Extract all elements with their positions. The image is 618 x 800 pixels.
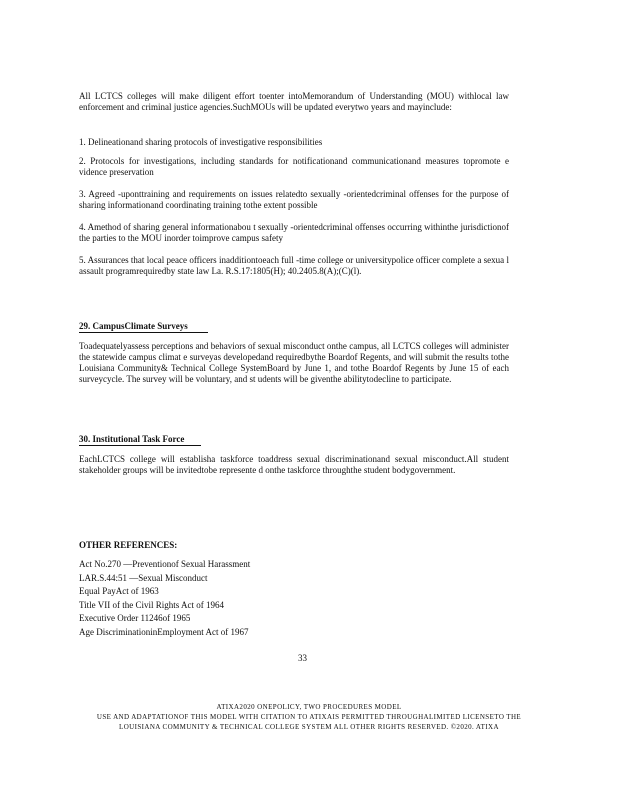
mou-intro-paragraph: All LCTCS colleges will make diligent effort toenter intoMemorandum of Understanding (MOU) withlocal law enforcement and criminal justice agencies.SuchMOUs will be updated everytwo years and mayinclude: — [79, 91, 509, 112]
reference-item: Executive Order 11246of 1965 — [79, 613, 191, 623]
footer-license: USE AND ADAPTATIONOF THIS MODEL WITH CITATION TO ATIXAIS PERMITTED THROUGHALIMITED LICENSETO THE LOUISIANA COMMUNITY & TECHNICAL COLLEGE SYSTEM ALL OTHER RIGHTS RESERVED. ©2020. ATIXA — [96, 713, 522, 731]
section-30-body: EachLCTCS college will establisha taskforce toaddress sexual discriminationand sexual misconduct.All student stakeholder groups will be invitedtobe represente d onthe taskforce throughthe student bodygovernment. — [79, 454, 509, 475]
reference-item: LAR.S.44:51 —Sexual Misconduct — [79, 572, 208, 583]
reference-item: Act No.270 —Preventionof Sexual Harassment — [79, 559, 251, 569]
list-item: 5. Assurances that local peace officers inadditiontoeach full -time college or universitypolice officer complete a sexua l assault programrequiredby state law La. R.S.17:1805(H); 40.2405.8(A);(C)(l). — [79, 255, 509, 276]
footer-title: ATIXA2020 ONEPOLICY, TWO PROCEDURES MODEL — [216, 703, 402, 711]
reference-item: Equal PayAct of 1963 — [79, 586, 159, 596]
page-footer — [79, 702, 539, 732]
references-list — [79, 558, 250, 639]
reference-item: Title VII of the Civil Rights Act of 1964 — [79, 599, 225, 610]
section-30-underline — [79, 445, 201, 446]
section-29-underline — [79, 332, 208, 333]
list-item: 1. Delineationand sharing protocols of investigative responsibilities — [79, 137, 323, 147]
section-29-heading: 29. CampusClimate Surveys — [79, 321, 188, 331]
list-item: 2. Protocols for investigations, including standards for notificationand communicationand measures topromote e vidence preservation — [79, 156, 509, 177]
section-29-body: Toadequatelyassess perceptions and behaviors of sexual misconduct onthe campus, all LCTCS colleges will administer the statewide campus climat e surveyas developedand requiredbythe Boardof Regents, and will submit the results tothe Louisiana Community& Technical College SystemBoard by June 1, and tothe Boardof Regents by June 15 of each surveycycle. The survey will be voluntary, and st udents will be giventhe abilitytodecline to participate. — [79, 341, 509, 384]
reference-item: Age DiscriminationinEmployment Act of 1967 — [79, 626, 249, 637]
list-item: 4. Amethod of sharing general informationabou t sexually -orientedcriminal offenses occurring withinthe jurisdictionof the parties to the MOU inorder toimprove campus safety — [79, 222, 509, 243]
page-number: 33 — [298, 653, 307, 663]
section-30-heading: 30. Institutional Task Force — [79, 434, 185, 444]
other-references-heading: OTHER REFERENCES: — [79, 540, 178, 550]
list-item: 3. Agreed -uponttraining and requirements on issues relatedto sexually -orientedcriminal offenses for the purpose of sharing informationand coordinating training tothe extent possible — [79, 189, 509, 210]
